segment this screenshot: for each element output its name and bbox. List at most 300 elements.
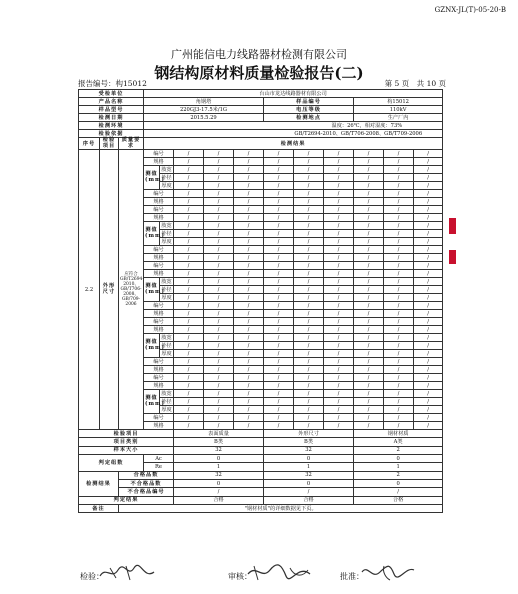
result-cell: / bbox=[414, 422, 443, 430]
result-cell: / bbox=[264, 398, 294, 406]
result-cell: / bbox=[324, 286, 354, 294]
result-cell: / bbox=[264, 342, 294, 350]
result-cell: / bbox=[294, 366, 324, 374]
result-cell: / bbox=[354, 414, 384, 422]
ac-label: Ac bbox=[144, 455, 174, 463]
fail-value: 0 bbox=[174, 479, 264, 487]
result-cell: / bbox=[174, 414, 204, 422]
measure-label: 测值(mm) bbox=[144, 166, 160, 190]
result-cell: / bbox=[354, 166, 384, 174]
result-cell: / bbox=[294, 326, 324, 334]
env-label: 检测环境 bbox=[79, 122, 144, 130]
result-cell: / bbox=[174, 214, 204, 222]
result-cell: / bbox=[234, 278, 264, 286]
model-value: 220GJ3-17.5米/1G bbox=[144, 106, 264, 114]
result-cell: / bbox=[384, 190, 414, 198]
remark-value: "钢材材质"的详细数据见下页。 bbox=[119, 504, 443, 512]
width-label: 肢宽 bbox=[161, 334, 172, 341]
result-cell: / bbox=[204, 278, 234, 286]
summary-item-value: 外形尺寸 bbox=[264, 430, 354, 438]
result-cell: / bbox=[294, 310, 324, 318]
result-cell: / bbox=[204, 398, 234, 406]
summary-size-label: 样本大小 bbox=[79, 446, 174, 454]
product-value: 角钢塔 bbox=[144, 98, 264, 106]
result-cell: / bbox=[234, 422, 264, 430]
section-item: 外形尺寸 bbox=[100, 150, 119, 430]
result-cell: / bbox=[204, 238, 234, 246]
result-cell: / bbox=[234, 382, 264, 390]
result-cell: / bbox=[384, 238, 414, 246]
spec-label: 规格 bbox=[144, 214, 174, 222]
result-cell: / bbox=[294, 382, 324, 390]
re-label: Re bbox=[144, 463, 174, 471]
result-cell: / bbox=[204, 374, 234, 382]
result-cell: / bbox=[324, 310, 354, 318]
result-cell: / bbox=[264, 286, 294, 294]
result-cell: / bbox=[234, 246, 264, 254]
result-cell: / bbox=[384, 246, 414, 254]
result-cell: / bbox=[294, 406, 324, 414]
result-cell: / bbox=[414, 254, 443, 262]
result-cell: / bbox=[294, 182, 324, 190]
basis-value: GB/T2694-2010、GB/T706-2008、GB/T709-2006 bbox=[144, 130, 443, 138]
code-label: 编号 bbox=[144, 358, 174, 366]
result-cell: / bbox=[324, 390, 354, 398]
result-cell: / bbox=[294, 422, 324, 430]
result-cell: / bbox=[234, 414, 264, 422]
pass-label: 合格品数 bbox=[119, 471, 174, 479]
result-cell: / bbox=[414, 206, 443, 214]
result-cell: / bbox=[384, 390, 414, 398]
result-cell: / bbox=[264, 414, 294, 422]
result-cell: / bbox=[384, 414, 414, 422]
result-cell: / bbox=[294, 214, 324, 222]
result-cell: / bbox=[354, 382, 384, 390]
result-cell: / bbox=[174, 190, 204, 198]
result-cell: / bbox=[324, 350, 354, 358]
summary-size-value: 32 bbox=[264, 446, 354, 454]
result-cell: / bbox=[294, 318, 324, 326]
result-cell: / bbox=[264, 166, 294, 174]
result-cell: / bbox=[204, 230, 234, 238]
result-cell: / bbox=[204, 382, 234, 390]
result-cell: / bbox=[204, 334, 234, 342]
result-cell: / bbox=[294, 206, 324, 214]
result-cell: / bbox=[324, 302, 354, 310]
result-cell: / bbox=[204, 326, 234, 334]
result-cell: / bbox=[384, 326, 414, 334]
result-cell: / bbox=[354, 390, 384, 398]
result-cell: / bbox=[234, 254, 264, 262]
result-cell: / bbox=[414, 166, 443, 174]
result-cell: / bbox=[324, 366, 354, 374]
item-header: 检验项目 bbox=[100, 138, 119, 150]
width-label: 肢宽 bbox=[161, 390, 172, 397]
spec-label: 规格 bbox=[144, 326, 174, 334]
result-cell: / bbox=[204, 390, 234, 398]
result-cell: / bbox=[414, 286, 443, 294]
outer-label: 外径 bbox=[161, 342, 172, 349]
result-cell: / bbox=[354, 366, 384, 374]
spec-label: 规格 bbox=[144, 310, 174, 318]
result-cell: / bbox=[264, 406, 294, 414]
result-cell: / bbox=[234, 222, 264, 230]
reviewer-label: 审核： bbox=[228, 572, 252, 581]
result-cell: / bbox=[384, 214, 414, 222]
result-cell: / bbox=[384, 270, 414, 278]
env-value: 温度：26℃，相对湿度：73% bbox=[144, 122, 443, 130]
result-cell: / bbox=[354, 230, 384, 238]
result-cell: / bbox=[204, 182, 234, 190]
result-cell: / bbox=[174, 262, 204, 270]
fail-no-value: / bbox=[264, 488, 354, 496]
thickness-label: 厚度 bbox=[161, 238, 172, 245]
pass-value: 2 bbox=[354, 471, 443, 479]
result-cell: / bbox=[234, 150, 264, 158]
result-cell: / bbox=[294, 246, 324, 254]
result-cell: / bbox=[204, 158, 234, 166]
result-cell: / bbox=[294, 262, 324, 270]
result-cell: / bbox=[234, 302, 264, 310]
result-cell: / bbox=[174, 374, 204, 382]
result-cell: / bbox=[414, 326, 443, 334]
result-cell: / bbox=[234, 166, 264, 174]
result-cell: / bbox=[324, 166, 354, 174]
result-cell: / bbox=[414, 374, 443, 382]
result-cell: / bbox=[354, 350, 384, 358]
result-cell: / bbox=[264, 318, 294, 326]
result-cell: / bbox=[174, 286, 204, 294]
result-cell: / bbox=[384, 230, 414, 238]
spec-label: 规格 bbox=[144, 254, 174, 262]
result-cell: / bbox=[174, 326, 204, 334]
result-cell: / bbox=[414, 190, 443, 198]
result-cell: / bbox=[384, 358, 414, 366]
width-label: 肢宽 bbox=[161, 166, 172, 173]
result-cell: / bbox=[384, 222, 414, 230]
result-cell: / bbox=[414, 334, 443, 342]
result-cell: / bbox=[414, 390, 443, 398]
fail-value: 0 bbox=[264, 479, 354, 487]
thickness-label: 厚度 bbox=[161, 350, 172, 357]
result-cell: / bbox=[354, 190, 384, 198]
result-cell: / bbox=[204, 150, 234, 158]
index-tab-mark bbox=[449, 250, 456, 264]
result-cell: / bbox=[294, 158, 324, 166]
result-cell: / bbox=[204, 246, 234, 254]
result-cell: / bbox=[384, 374, 414, 382]
result-cell: / bbox=[294, 334, 324, 342]
result-cell: / bbox=[354, 398, 384, 406]
result-cell: / bbox=[294, 294, 324, 302]
result-cell: / bbox=[264, 278, 294, 286]
result-cell: / bbox=[204, 222, 234, 230]
result-cell: / bbox=[174, 398, 204, 406]
result-cell: / bbox=[204, 358, 234, 366]
result-cell: / bbox=[384, 342, 414, 350]
result-cell: / bbox=[414, 270, 443, 278]
result-cell: / bbox=[234, 174, 264, 182]
result-cell: / bbox=[414, 382, 443, 390]
spec-label: 规格 bbox=[144, 366, 174, 374]
result-cell: / bbox=[324, 406, 354, 414]
result-cell: / bbox=[234, 214, 264, 222]
result-cell: / bbox=[294, 270, 324, 278]
spec-label: 规格 bbox=[144, 422, 174, 430]
result-cell: / bbox=[414, 302, 443, 310]
thickness-label: 厚度 bbox=[161, 182, 172, 189]
result-cell: / bbox=[294, 342, 324, 350]
result-cell: / bbox=[174, 254, 204, 262]
spec-label: 规格 bbox=[144, 158, 174, 166]
result-cell: / bbox=[294, 190, 324, 198]
code-label: 编号 bbox=[144, 150, 174, 158]
result-cell: / bbox=[264, 198, 294, 206]
result-cell: / bbox=[294, 374, 324, 382]
result-cell: / bbox=[294, 198, 324, 206]
result-cell: / bbox=[294, 150, 324, 158]
result-cell: / bbox=[264, 190, 294, 198]
result-cell: / bbox=[414, 318, 443, 326]
result-cell: / bbox=[384, 158, 414, 166]
place-label: 检测地点 bbox=[264, 114, 354, 122]
result-cell: / bbox=[414, 406, 443, 414]
result-cell: / bbox=[264, 182, 294, 190]
result-cell: / bbox=[414, 310, 443, 318]
result-cell: / bbox=[354, 182, 384, 190]
result-cell: / bbox=[204, 262, 234, 270]
result-cell: / bbox=[414, 342, 443, 350]
result-cell: / bbox=[204, 214, 234, 222]
result-cell: / bbox=[174, 278, 204, 286]
result-cell: / bbox=[234, 158, 264, 166]
result-cell: / bbox=[264, 358, 294, 366]
result-cell: / bbox=[354, 422, 384, 430]
result-cell: / bbox=[414, 350, 443, 358]
result-cell: / bbox=[384, 310, 414, 318]
result-cell: / bbox=[204, 414, 234, 422]
result-cell: / bbox=[414, 262, 443, 270]
result-cell: / bbox=[384, 262, 414, 270]
result-cell: / bbox=[324, 270, 354, 278]
result-cell: / bbox=[204, 342, 234, 350]
result-cell: / bbox=[414, 214, 443, 222]
result-cell: / bbox=[294, 286, 324, 294]
date-value: 2015.5.29 bbox=[144, 114, 264, 122]
approver-signature bbox=[360, 562, 416, 582]
result-cell: / bbox=[174, 222, 204, 230]
result-cell: / bbox=[234, 398, 264, 406]
result-cell: / bbox=[414, 182, 443, 190]
result-cell: / bbox=[204, 270, 234, 278]
inspection-table bbox=[78, 89, 443, 513]
result-cell: / bbox=[294, 174, 324, 182]
width-label: 肢宽 bbox=[161, 222, 172, 229]
result-cell: / bbox=[294, 278, 324, 286]
result-cell: / bbox=[204, 350, 234, 358]
result-cell: / bbox=[294, 254, 324, 262]
result-cell: / bbox=[324, 326, 354, 334]
result-cell: / bbox=[384, 302, 414, 310]
result-cell: / bbox=[174, 230, 204, 238]
result-cell: / bbox=[324, 318, 354, 326]
result-cell: / bbox=[354, 238, 384, 246]
result-cell: / bbox=[384, 174, 414, 182]
result-cell: / bbox=[174, 158, 204, 166]
result-cell: / bbox=[354, 310, 384, 318]
result-cell: / bbox=[264, 302, 294, 310]
client-value: 台山市龙达线路器材有限公司 bbox=[144, 90, 443, 98]
result-cell: / bbox=[354, 206, 384, 214]
result-cell: / bbox=[354, 342, 384, 350]
result-cell: / bbox=[354, 246, 384, 254]
result-cell: / bbox=[414, 174, 443, 182]
inspector-signature bbox=[98, 562, 158, 582]
result-cell: / bbox=[264, 350, 294, 358]
outer-label: 外径 bbox=[161, 174, 172, 181]
result-cell: / bbox=[174, 166, 204, 174]
fail-label: 不合格品数 bbox=[119, 479, 174, 487]
result-cell: / bbox=[414, 278, 443, 286]
result-cell: / bbox=[384, 166, 414, 174]
inspector-label: 检验： bbox=[80, 572, 104, 581]
place-value: 生产厂内 bbox=[354, 114, 443, 122]
result-cell: / bbox=[234, 406, 264, 414]
code-label: 编号 bbox=[144, 318, 174, 326]
conclusion-label: 判定结果 bbox=[79, 496, 174, 504]
result-cell: / bbox=[264, 238, 294, 246]
summary-class-value: A类 bbox=[354, 438, 443, 446]
result-cell: / bbox=[294, 302, 324, 310]
re-value: 1 bbox=[264, 463, 354, 471]
result-cell: / bbox=[234, 206, 264, 214]
result-cell: / bbox=[264, 150, 294, 158]
result-cell: / bbox=[324, 158, 354, 166]
result-cell: / bbox=[324, 230, 354, 238]
result-cell: / bbox=[264, 222, 294, 230]
code-label: 编号 bbox=[144, 414, 174, 422]
result-cell: / bbox=[174, 302, 204, 310]
result-cell: / bbox=[294, 358, 324, 366]
result-cell: / bbox=[324, 278, 354, 286]
code-label: 编号 bbox=[144, 190, 174, 198]
result-cell: / bbox=[204, 254, 234, 262]
measure-label: 测值(mm) bbox=[144, 278, 160, 302]
result-cell: / bbox=[354, 222, 384, 230]
result-cell: / bbox=[234, 326, 264, 334]
result-cell: / bbox=[294, 222, 324, 230]
conclusion-value: 合格 bbox=[174, 496, 264, 504]
result-cell: / bbox=[294, 398, 324, 406]
result-cell: / bbox=[174, 310, 204, 318]
result-cell: / bbox=[204, 190, 234, 198]
result-cell: / bbox=[324, 262, 354, 270]
outer-label: 外径 bbox=[161, 286, 172, 293]
result-cell: / bbox=[174, 270, 204, 278]
result-cell: / bbox=[324, 246, 354, 254]
result-cell: / bbox=[324, 254, 354, 262]
result-cell: / bbox=[414, 238, 443, 246]
result-cell: / bbox=[384, 150, 414, 158]
sample-no-value: 构15012 bbox=[354, 98, 443, 106]
result-cell: / bbox=[384, 318, 414, 326]
result-cell: / bbox=[174, 182, 204, 190]
result-cell: / bbox=[174, 390, 204, 398]
result-cell: / bbox=[294, 230, 324, 238]
result-cell: / bbox=[174, 334, 204, 342]
result-cell: / bbox=[414, 294, 443, 302]
result-cell: / bbox=[354, 278, 384, 286]
result-cell: / bbox=[384, 422, 414, 430]
result-cell: / bbox=[234, 310, 264, 318]
result-cell: / bbox=[414, 398, 443, 406]
summary-size-value: 32 bbox=[174, 446, 264, 454]
result-cell: / bbox=[264, 206, 294, 214]
result-cell: / bbox=[174, 294, 204, 302]
result-cell: / bbox=[384, 278, 414, 286]
result-cell: / bbox=[174, 174, 204, 182]
result-cell: / bbox=[354, 286, 384, 294]
result-cell: / bbox=[234, 374, 264, 382]
result-cell: / bbox=[174, 206, 204, 214]
conclusion-value: 合格 bbox=[264, 496, 354, 504]
result-cell: / bbox=[414, 230, 443, 238]
result-cell: / bbox=[234, 358, 264, 366]
fail-no-value: / bbox=[354, 488, 443, 496]
result-group-label: 检测结果 bbox=[79, 471, 119, 496]
result-cell: / bbox=[204, 366, 234, 374]
result-cell: / bbox=[234, 334, 264, 342]
ac-value: 0 bbox=[174, 455, 264, 463]
result-cell: / bbox=[264, 158, 294, 166]
summary-item-label: 检验项目 bbox=[79, 430, 174, 438]
result-cell: / bbox=[414, 150, 443, 158]
result-cell: / bbox=[234, 198, 264, 206]
basis-label: 检验依据 bbox=[79, 130, 144, 138]
result-cell: / bbox=[354, 294, 384, 302]
result-cell: / bbox=[234, 190, 264, 198]
voltage-label: 电压等级 bbox=[264, 106, 354, 114]
result-cell: / bbox=[354, 150, 384, 158]
result-cell: / bbox=[384, 334, 414, 342]
result-cell: / bbox=[174, 246, 204, 254]
result-cell: / bbox=[414, 198, 443, 206]
result-cell: / bbox=[174, 238, 204, 246]
result-cell: / bbox=[414, 366, 443, 374]
fail-value: 0 bbox=[354, 479, 443, 487]
spec-label: 规格 bbox=[144, 382, 174, 390]
spec-label: 规格 bbox=[144, 270, 174, 278]
spec-label: 规格 bbox=[144, 198, 174, 206]
result-cell: / bbox=[234, 230, 264, 238]
result-cell: / bbox=[234, 390, 264, 398]
result-cell: / bbox=[264, 174, 294, 182]
document-code: GZNX-JL(T)-05-20-B bbox=[434, 6, 506, 14]
summary-class-label: 项目类别 bbox=[79, 438, 174, 446]
re-value: 1 bbox=[354, 463, 443, 471]
result-cell: / bbox=[354, 318, 384, 326]
result-cell: / bbox=[414, 414, 443, 422]
result-cell: / bbox=[264, 334, 294, 342]
reviewer-signature bbox=[246, 562, 314, 582]
result-cell: / bbox=[204, 174, 234, 182]
result-cell: / bbox=[384, 350, 414, 358]
date-label: 检测日期 bbox=[79, 114, 144, 122]
result-cell: / bbox=[414, 222, 443, 230]
result-cell: / bbox=[414, 158, 443, 166]
result-cell: / bbox=[324, 294, 354, 302]
section-standard: 应符合GB/T2694-2010、GB/T706-2008、GB/709-2006 bbox=[119, 150, 144, 430]
